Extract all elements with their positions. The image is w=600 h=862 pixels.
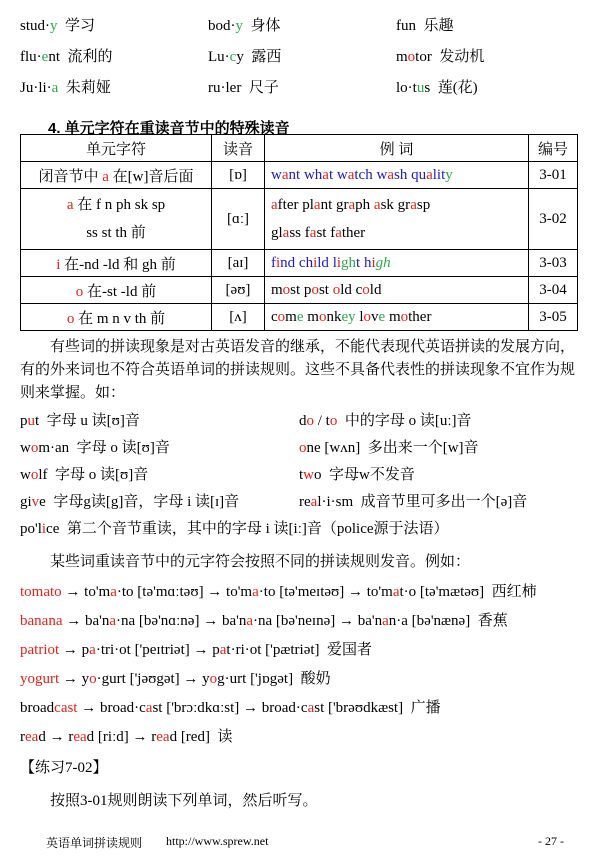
exception-item: wolf 字母 o 读[ʊ]音	[20, 467, 149, 483]
code-cell: 3-02	[529, 189, 578, 250]
vocab-item: fun 乐趣	[396, 18, 454, 34]
sound-cell: [aɪ]	[212, 250, 265, 277]
table-row	[21, 304, 578, 331]
example-line: tomato → to'ma·to [tə'mɑːtəʊ] → to'ma·to [tə'meɪtəʊ] → to'mat·o [tə'mætəʊ] 西红柿	[20, 584, 537, 600]
column-header: 读音	[212, 135, 265, 162]
exception-item: give 字母g读[g]音，字母 i 读[ɪ]音	[20, 494, 240, 510]
exception-item: real·i·sm 成音节里可多出一个[ə]音	[299, 494, 528, 510]
section-title: 4. 单元字符在重读音节中的特殊读音	[48, 120, 290, 137]
footer-url[interactable]: http://www.sprew.net	[166, 834, 269, 848]
cond-cell: o 在 m n v th 前	[21, 304, 212, 331]
column-header: 例 词	[265, 135, 529, 162]
examples-cell: after plant graph ask grasp glass fast father	[265, 189, 529, 250]
cond-cell: i 在-nd -ld 和 gh 前	[21, 250, 212, 277]
exception-item: po'lice 第二个音节重读，其中的字母 i 读[iː]音（police源于法语）	[20, 521, 449, 537]
vocab-item: Lu·cy 露西	[208, 49, 282, 65]
vocab-row	[20, 14, 580, 40]
examples-cell: come monkey love mother	[265, 304, 529, 331]
table-row	[21, 277, 578, 304]
column-header: 编号	[529, 135, 578, 162]
cond-cell: o 在-st -ld 前	[21, 277, 212, 304]
exception-item: do / to 中的字母 o 读[uː]音	[299, 413, 472, 429]
code-cell: 3-04	[529, 277, 578, 304]
examples-cell: most post old cold	[265, 277, 529, 304]
cond-cell: 闭音节中 a 在[w]音后面	[21, 162, 212, 189]
sound-cell: [əʊ]	[212, 277, 265, 304]
table-header-row	[21, 135, 578, 162]
sound-cell: [ʌ]	[212, 304, 265, 331]
paragraph: 某些词重读音节中的元字符会按照不同的拼读规则发音。例如：	[50, 554, 471, 570]
page-number: - 27 -	[538, 834, 564, 848]
rules-table	[20, 134, 578, 331]
column-header: 单元字符	[21, 135, 212, 162]
vocab-item: Ju·li·a 朱莉娅	[20, 80, 111, 96]
example-line: read → read [riːd] → read [red] 读	[20, 729, 233, 745]
vocab-item: ru·ler 尺子	[208, 80, 279, 96]
table-row	[21, 250, 578, 277]
example-line: broadcast → broad·cast ['brɔːdkɑːst] → broad·cast ['brəʊdkæst] 广播	[20, 700, 441, 716]
vocab-item: motor 发动机	[396, 49, 485, 65]
example-line: patriot → pa·tri·ot ['peɪtriət] → pat·ri·ot ['pætriət] 爱国者	[20, 642, 373, 658]
exception-item: two 字母w不发音	[299, 467, 415, 483]
exception-item: wom·an 字母 o 读[ʊ]音	[20, 440, 170, 456]
sound-cell: [ɑː]	[212, 189, 265, 250]
code-cell: 3-01	[529, 162, 578, 189]
example-line: banana → ba'na·na [bə'nɑːnə] → ba'na·na [bə'neɪnə] → ba'nan·a [bə'nænə] 香蕉	[20, 613, 508, 629]
paragraph: 有些词的拼读现象是对古英语发音的继承，不能代表现代英语拼读的发展方向，有的外来词也不符合英语单词的拼读规则。这些不具备代表性的拼读现象不宜作为规则来掌握。如：	[20, 339, 576, 401]
vocab-item: flu·ent 流利的	[20, 49, 113, 65]
example-line: yogurt → yo·gurt ['jəʊgət] → yog·urt ['jɒgət] 酸奶	[20, 671, 331, 687]
exercise-text: 按照3-01规则朗读下列单词，然后听写。	[50, 793, 318, 809]
examples-cell: want what watch wash quality	[265, 162, 529, 189]
table-row	[21, 162, 578, 189]
exception-item: put 字母 u 读[ʊ]音	[20, 413, 140, 429]
footer-title: 英语单词拼读规则	[46, 836, 143, 850]
vocab-row	[20, 76, 580, 102]
vocab-item: stud·y 学习	[20, 18, 96, 34]
cond-cell: a 在 f n ph sk sp ss st th 前	[21, 189, 212, 250]
examples-cell: find child light high	[265, 250, 529, 277]
exception-item: one [wʌn] 多出来一个[w]音	[299, 440, 479, 456]
vocab-row	[20, 45, 580, 71]
code-cell: 3-05	[529, 304, 578, 331]
exercise-title: 【练习7-02】	[20, 760, 108, 776]
vocab-item: bod·y 身体	[208, 18, 281, 34]
vocab-item: lo·tus 莲(花)	[396, 80, 478, 96]
sound-cell: [ɒ]	[212, 162, 265, 189]
table-row	[21, 189, 578, 250]
code-cell: 3-03	[529, 250, 578, 277]
